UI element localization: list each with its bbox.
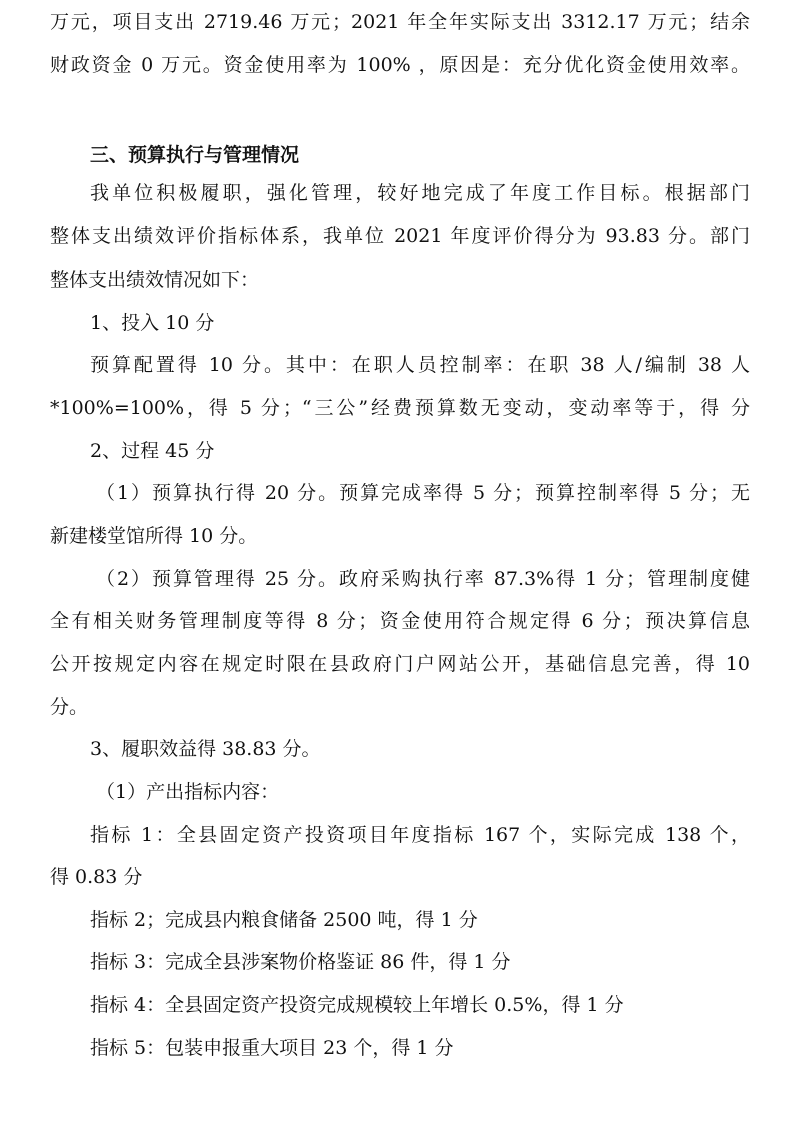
indicator-line: 指标 1：全县固定资产投资项目年度指标 167 个，实际完成 138 个， — [90, 824, 750, 846]
paragraph-line: 我单位积极履职，强化管理，较好地完成了年度工作目标。根据部门 — [90, 182, 750, 204]
indicator-line: 指标 4：全县固定资产投资完成规模较上年增长 0.5%，得 1 分 — [90, 994, 624, 1016]
paragraph-line: 预算配置得 10 分。其中：在职人员控制率：在职 38 人/编制 38 人 — [90, 354, 750, 376]
indicator-line: 得 0.83 分 — [50, 866, 143, 888]
paragraph-line: *100%=100%，得 5 分；“三公”经费预算数无变动，变动率等于，得 分 — [50, 397, 750, 419]
paragraph-line: 财政资金 0 万元。资金使用率为 100% ，原因是：充分优化资金使用效率。 — [50, 54, 750, 76]
subheading: （1）产出指标内容： — [96, 781, 280, 803]
paragraph-line: 分。 — [50, 696, 89, 718]
indicator-line: 指标 5：包装申报重大项目 23 个，得 1 分 — [90, 1037, 454, 1059]
paragraph-line: 全有相关财务管理制度等得 8 分；资金使用符合规定得 6 分；预决算信息 — [50, 610, 750, 632]
paragraph-line: 新建楼堂馆所得 10 分。 — [50, 525, 258, 547]
paragraph-line: 整体支出绩效情况如下： — [50, 269, 260, 291]
indicator-line: 指标 3：完成全县涉案物价格鉴证 86 件，得 1 分 — [90, 951, 511, 973]
indicator-line: 指标 2；完成县内粮食储备 2500 吨，得 1 分 — [90, 909, 478, 931]
subheading: 1、投入 10 分 — [90, 312, 215, 334]
paragraph-line: （2）预算管理得 25 分。政府采购执行率 87.3%得 1 分；管理制度健 — [96, 568, 750, 590]
paragraph-line: （1）预算执行得 20 分。预算完成率得 5 分；预算控制率得 5 分；无 — [96, 482, 750, 504]
section-heading: 三、预算执行与管理情况 — [90, 144, 300, 166]
paragraph-line: 公开按规定内容在规定时限在县政府门户网站公开，基础信息完善，得 10 — [50, 653, 750, 675]
subheading: 2、过程 45 分 — [90, 440, 215, 462]
subheading: 3、履职效益得 38.83 分。 — [90, 738, 321, 760]
paragraph-line: 整体支出绩效评价指标体系，我单位 2021 年度评价得分为 93.83 分。部门 — [50, 225, 750, 247]
paragraph-line: 万元，项目支出 2719.46 万元；2021 年全年实际支出 3312.17 万元；结余 — [50, 11, 750, 33]
